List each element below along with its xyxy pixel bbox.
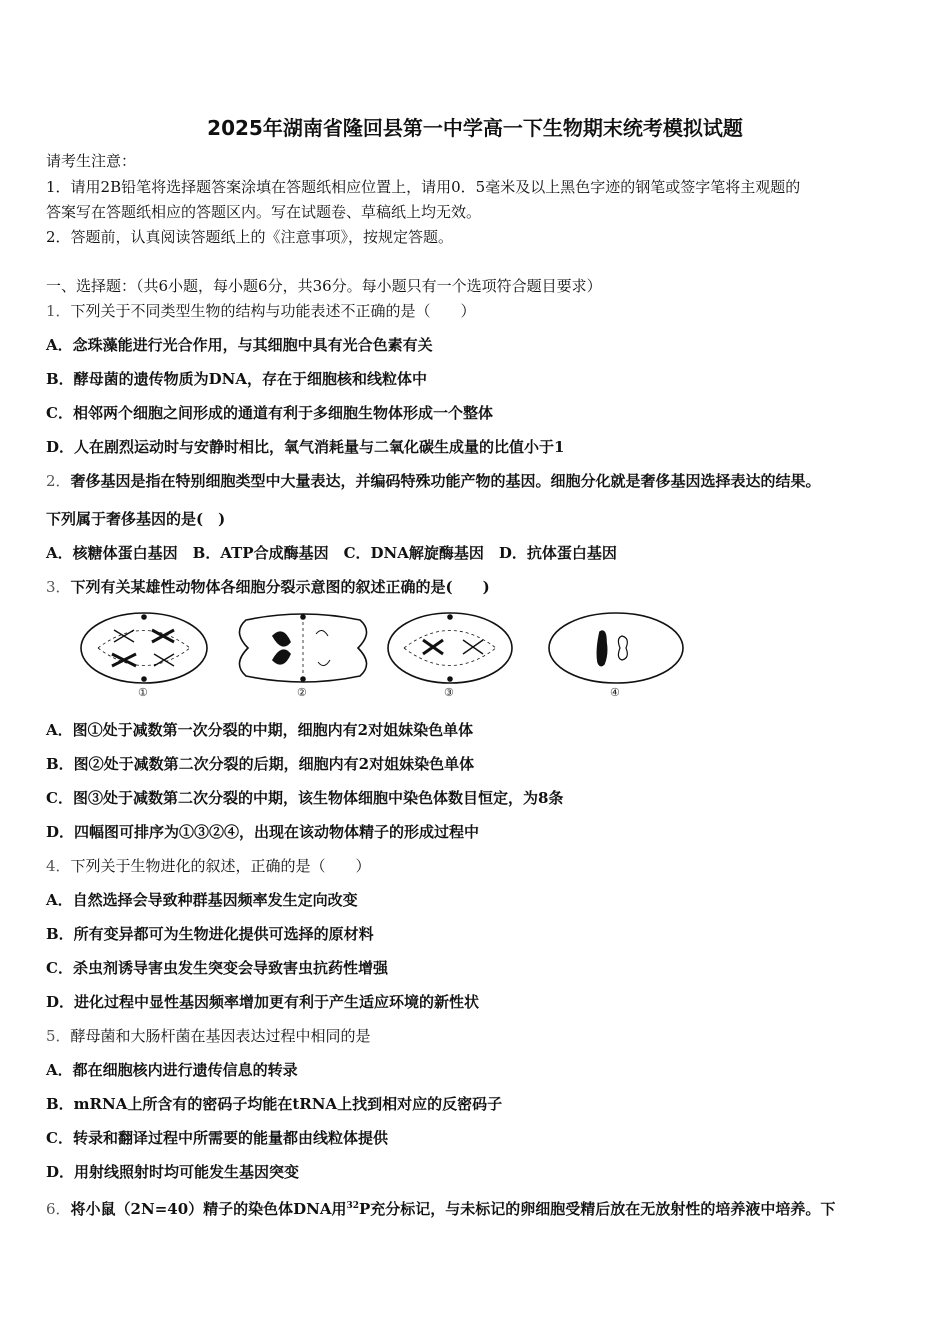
question-stem-part-b: P充分标记，与未标记的卵细胞受精后放在无放射性的培养液中培养。下 <box>359 1200 836 1218</box>
figure-label-2: ② <box>297 686 307 699</box>
cell-diagram-3 <box>388 613 512 683</box>
q5-option-a[interactable]: A．都在细胞核内进行遗传信息的转录 <box>46 1061 298 1079</box>
q3-option-b[interactable]: B．图②处于减数第二次分裂的后期，细胞内有2对姐妹染色单体 <box>46 755 475 773</box>
question-stem: 酵母菌和大肠杆菌在基因表达过程中相同的是 <box>70 1027 371 1045</box>
q4-option-c[interactable]: C．杀虫剂诱导害虫发生突变会导致害虫抗药性增强 <box>46 959 388 977</box>
figure-label-1: ① <box>138 686 148 699</box>
notice-item-1: 1．请用2B铅笔将选择题答案涂填在答题纸相应位置上，请用0．5毫米及以上黑色字迹的钢笔或签字笔将主观题的 <box>46 178 801 196</box>
question-stem-part-a: 将小鼠（2N=40）精子的染色体DNA用 <box>70 1200 347 1218</box>
question-6 <box>46 1197 835 1218</box>
question-1 <box>46 302 476 320</box>
question-2 <box>46 472 821 490</box>
question-stem: 奢侈基因是指在特别细胞类型中大量表达，并编码特殊功能产物的基因。细胞分化就是奢侈基因选择表达的结果。 <box>70 472 821 490</box>
figure-label-3: ③ <box>444 686 454 699</box>
cell-diagram-1 <box>81 613 207 683</box>
q5-option-d[interactable]: D．用射线照射时均可能发生基因突变 <box>46 1163 300 1181</box>
q2-options[interactable]: A．核糖体蛋白基因 B．ATP合成酶基因 C．DNA解旋酶基因 D．抗体蛋白基因 <box>46 544 617 562</box>
page-title: 2025年湖南省隆回县第一中学高一下生物期末统考模拟试题 <box>207 116 743 140</box>
question-number: 6． <box>46 1200 71 1218</box>
question-number: 3． <box>46 578 71 596</box>
question-4 <box>46 857 371 875</box>
q1-option-b[interactable]: B．酵母菌的遗传物质为DNA，存在于细胞核和线粒体中 <box>46 370 428 388</box>
cell-diagram-4 <box>549 613 683 683</box>
question-stem: 下列有关某雄性动物体各细胞分裂示意图的叙述正确的是( ) <box>70 578 490 596</box>
notice-item-2: 2．答题前，认真阅读答题纸上的《注意事项》，按规定答题。 <box>46 228 454 246</box>
question-stem: 下列关于生物进化的叙述，正确的是（ ） <box>70 857 371 875</box>
question-number: 5． <box>46 1027 71 1045</box>
isotope-superscript: 32 <box>346 1201 360 1211</box>
question-number: 1． <box>46 302 71 320</box>
q5-option-b[interactable]: B．mRNA上所含有的密码子均能在tRNA上找到相对应的反密码子 <box>46 1095 503 1113</box>
q3-option-d[interactable]: D．四幅图可排序为①③②④，出现在该动物体精子的形成过程中 <box>46 823 480 841</box>
question-number: 4． <box>46 857 71 875</box>
cell-diagram-2 <box>239 614 366 682</box>
q4-option-b[interactable]: B．所有变异都可为生物进化提供可选择的原材料 <box>46 925 374 943</box>
cell-division-figure <box>78 608 688 700</box>
question-stem: 下列关于不同类型生物的结构与功能表述不正确的是（ ） <box>70 302 476 320</box>
q1-option-d[interactable]: D．人在剧烈运动时与安静时相比，氧气消耗量与二氧化碳生成量的比值小于1 <box>46 438 565 456</box>
question-5 <box>46 1027 371 1045</box>
q5-option-c[interactable]: C．转录和翻译过程中所需要的能量都由线粒体提供 <box>46 1129 388 1147</box>
q4-option-a[interactable]: A．自然选择会导致种群基因频率发生定向改变 <box>46 891 358 909</box>
notice-heading: 请考生注意： <box>46 152 137 170</box>
q3-option-c[interactable]: C．图③处于减数第二次分裂的中期，该生物体细胞中染色体数目恒定，为8条 <box>46 789 564 807</box>
figure-label-4: ④ <box>610 686 620 699</box>
q1-option-a[interactable]: A．念珠藻能进行光合作用，与其细胞中具有光合色素有关 <box>46 336 433 354</box>
section-heading: 一、选择题：（共6小题，每小题6分，共36分。每小题只有一个选项符合题目要求） <box>46 277 602 295</box>
notice-item-1-cont: 答案写在答题纸相应的答题区内。写在试题卷、草稿纸上均无效。 <box>46 203 482 221</box>
q3-option-a[interactable]: A．图①处于减数第一次分裂的中期，细胞内有2对姐妹染色单体 <box>46 721 474 739</box>
question-number: 2． <box>46 472 71 490</box>
q1-option-c[interactable]: C．相邻两个细胞之间形成的通道有利于多细胞生物体形成一个整体 <box>46 404 493 422</box>
q4-option-d[interactable]: D．进化过程中显性基因频率增加更有利于产生适应环境的新性状 <box>46 993 480 1011</box>
question-3 <box>46 578 490 596</box>
question-2-stem-cont: 下列属于奢侈基因的是( ) <box>46 510 226 528</box>
